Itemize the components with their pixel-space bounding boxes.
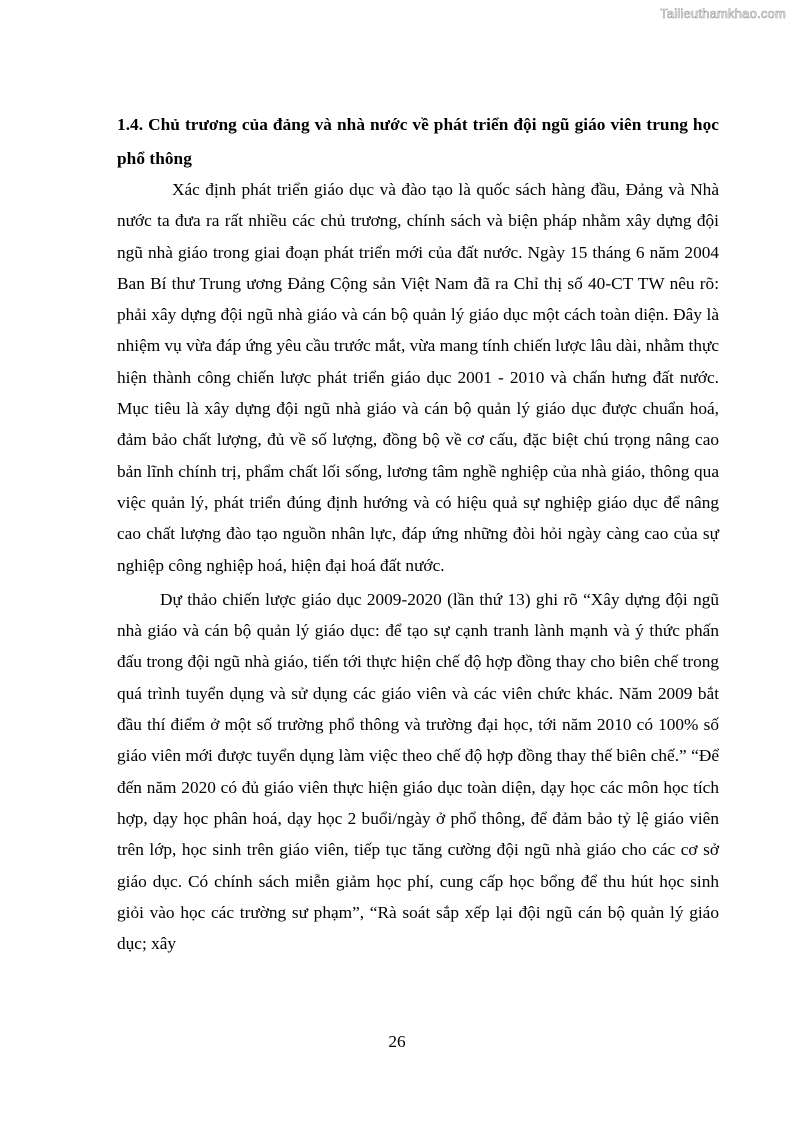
section-heading: 1.4. Chủ trương của đảng và nhà nước về phát triển đội ngũ giáo viên trung học phổ thông	[117, 115, 719, 168]
page-number: 26	[388, 1032, 406, 1051]
paragraph-1: Xác định phát triển giáo dục và đào tạo là quốc sách hàng đầu, Đảng và Nhà nước ta đưa ra rất nhiều các chủ trương, chính sách và biện pháp nhằm xây dựng đội ngũ nhà giáo trong giai đoạn phát triển mới của đất nước. Ngày 15 tháng 6 năm 2004 Ban Bí thư Trung ương Đảng Cộng sản Việt Nam đã ra Chỉ thị số 40-CT TW nêu rõ: phải xây dựng đội ngũ nhà giáo và cán bộ quản lý giáo dục một cách toàn diện. Đây là nhiệm vụ vừa đáp ứng yêu cầu trước mắt, vừa mang tính chiến lược lâu dài, nhằm thực hiện thành công chiến lược phát triển giáo dục 2001 - 2010 và chấn hưng đất nước. Mục tiêu là xây dựng đội ngũ nhà giáo và cán bộ quản lý giáo dục được chuẩn hoá, đảm bảo chất lượng, đủ về số lượng, đồng bộ về cơ cấu, đặc biệt chú trọng nâng cao bản lĩnh chính trị, phẩm chất lối sống, lương tâm nghề nghiệp của nhà giáo, thông qua việc quản lý, phát triển đúng định hướng và có hiệu quả sự nghiệp giáo dục để nâng cao chất lượng đào tạo nguồn nhân lực, đáp ứng những đòi hỏi ngày càng cao của sự nghiệp công nghiệp hoá, hiện đại hoá đất nước.	[117, 180, 719, 575]
page-content	[117, 108, 719, 959]
watermark: Tailieuthamkhao.com	[660, 6, 786, 21]
paragraph-2: Dự thảo chiến lược giáo dục 2009-2020 (lần thứ 13) ghi rõ “Xây dựng đội ngũ nhà giáo và cán bộ quản lý giáo dục: để tạo sự cạnh tranh lành mạnh và ý thức phấn đấu trong đội ngũ nhà giáo, tiến tới thực hiện chế độ hợp đồng thay cho biên chế trong quá trình tuyển dụng và sử dụng các giáo viên và các viên chức khác. Năm 2009 bắt đầu thí điểm ở một số trường phổ thông và trường đại học, tới năm 2010 có 100% số giáo viên mới được tuyển dụng làm việc theo chế độ hợp đồng thay thế biên chế.” “Để đến năm 2020 có đủ giáo viên thực hiện giáo dục toàn diện, dạy học các môn học tích hợp, dạy học phân hoá, dạy học 2 buổi/ngày ở phổ thông, để đảm bảo tỷ lệ giáo viên trên lớp, học sinh trên giáo viên, tiếp tục tăng cường đội ngũ nhà giáo cho các cơ sở giáo dục. Có chính sách miễn giảm học phí, cung cấp học bổng để thu hút học sinh giỏi vào học các trường sư phạm”, “Rà soát sắp xếp lại đội ngũ cán bộ quản lý giáo dục; xây	[117, 589, 719, 954]
